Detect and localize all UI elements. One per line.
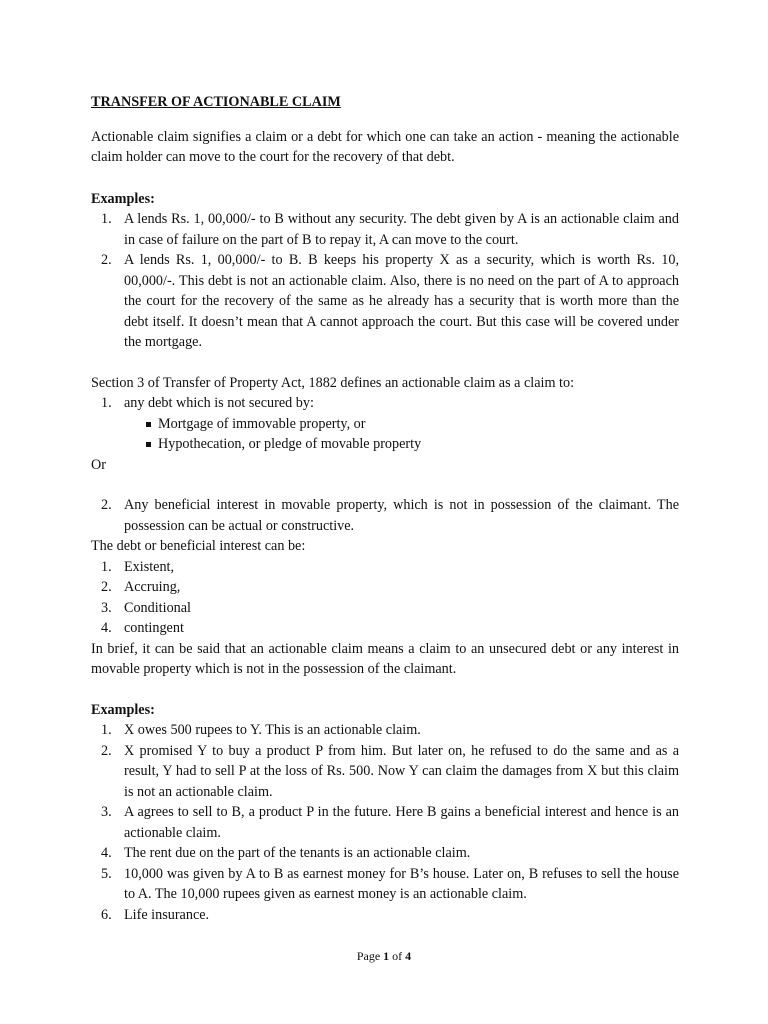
list-number: 5. xyxy=(101,865,112,882)
list-number: 3. xyxy=(101,599,112,616)
list-text: A lends Rs. 1, 00,000/- to B without any security. The debt given by A is an actionable claim and in case of failure on the part of B to repay it, A can move to the court. xyxy=(124,211,679,248)
spacer xyxy=(91,353,679,373)
list-text: Any beneficial interest in movable property, which is not in possession of the claimant. The possession can be actual or constructive. xyxy=(124,497,679,534)
total-pages-number: 4 xyxy=(405,949,412,963)
list-number: 6. xyxy=(101,906,112,923)
list-text: The rent due on the part of the tenants is an actionable claim. xyxy=(124,845,471,861)
current-page-number: 1 xyxy=(383,949,390,963)
document-title: TRANSFER OF ACTIONABLE CLAIM xyxy=(91,94,341,110)
list-number: 1. xyxy=(101,395,112,411)
square-bullet-icon xyxy=(146,422,151,427)
list-text: A agrees to sell to B, a product P in the future. Here B gains a beneficial interest and hence is an actionable claim. xyxy=(124,804,679,841)
list-text: Life insurance. xyxy=(124,906,210,923)
list-number: 1. xyxy=(101,211,112,227)
list-number: 2. xyxy=(101,579,112,595)
list-item xyxy=(91,434,679,455)
examples-heading: Examples: xyxy=(91,190,155,207)
list-item xyxy=(91,720,679,741)
list-text: 10,000 was given by A to B as earnest money for B’s house. Later on, B refuses to sell the house to A. The 10,000 rupees given as earnest money is an actionable claim. xyxy=(124,865,679,902)
list-number: 3. xyxy=(101,804,112,820)
list-number: 2. xyxy=(101,742,112,759)
list-item xyxy=(91,741,679,803)
list-number: 4. xyxy=(101,845,112,861)
spacer xyxy=(91,475,679,495)
examples-heading: Examples: xyxy=(91,701,155,718)
list-text: A lends Rs. 1, 00,000/- to B. B keeps his property X as a security, which is worth Rs. 10, 00,000/-. This debt is not an actionable claim. Also, there is no need on the part of A to approach the court for the recovery of the same as he already has a security that is worth more than the debt itself. It doesn’t mean that A cannot approach the court. But this case will be covered under the mortgage. xyxy=(124,252,679,350)
list-item xyxy=(91,393,679,414)
list-item xyxy=(91,577,679,598)
intro-paragraph: Actionable claim signifies a claim or a debt for which one can take an action - meaning the actionable claim holder can move to the court for the recovery of that debt. xyxy=(91,128,679,165)
list-text: X promised Y to buy a product P from him. But later on, he refused to do the same and as a result, Y had to sell P at the loss of Rs. 500. Now Y can claim the damages from X but this claim is not an actionable claim. xyxy=(124,742,679,800)
list-item xyxy=(91,557,679,578)
square-bullet-icon xyxy=(146,442,151,447)
list-text: contingent xyxy=(124,620,184,636)
list-item xyxy=(91,209,679,250)
page-of-label: of xyxy=(392,949,403,963)
list-number: 2. xyxy=(101,497,112,513)
list-text: Conditional xyxy=(124,599,191,616)
secured-by-list xyxy=(91,414,679,455)
list-item xyxy=(91,250,679,353)
list-text: Mortgage of immovable property, or xyxy=(158,415,366,432)
examples-list xyxy=(91,209,679,353)
list-item xyxy=(91,598,679,619)
brief-paragraph: In brief, it can be said that an actionable claim means a claim to an unsecured debt or any interest in movable property which is not in the possession of the claimant. xyxy=(91,640,679,677)
section3-intro: Section 3 of Transfer of Property Act, 1882 defines an actionable claim as a claim to: xyxy=(91,374,575,391)
list-number: 1. xyxy=(101,722,112,738)
list-number: 1. xyxy=(101,558,112,575)
or-text: Or xyxy=(91,456,106,473)
list-text: Accruing, xyxy=(124,579,181,595)
list-number: 2. xyxy=(101,252,112,268)
examples-list xyxy=(91,720,679,925)
list-item xyxy=(91,905,679,926)
list-text: Existent, xyxy=(124,558,175,575)
list-item xyxy=(91,495,679,536)
list-text: X owes 500 rupees to Y. This is an actionable claim. xyxy=(124,722,421,738)
list-text: any debt which is not secured by: xyxy=(124,395,314,411)
list-number: 4. xyxy=(101,620,112,636)
list-item xyxy=(91,802,679,843)
section3-list xyxy=(91,393,679,414)
page-footer xyxy=(0,946,768,967)
list-item xyxy=(91,618,679,639)
debt-intro: The debt or beneficial interest can be: xyxy=(91,538,306,554)
list-item xyxy=(91,864,679,905)
page-content xyxy=(91,92,679,925)
section3-list-continued xyxy=(91,495,679,536)
list-item xyxy=(91,414,679,435)
list-text: Hypothecation, or pledge of movable property xyxy=(158,436,422,452)
page-label: Page xyxy=(356,949,381,963)
spacer xyxy=(91,680,679,700)
list-item xyxy=(91,843,679,864)
debt-types-list xyxy=(91,557,679,639)
